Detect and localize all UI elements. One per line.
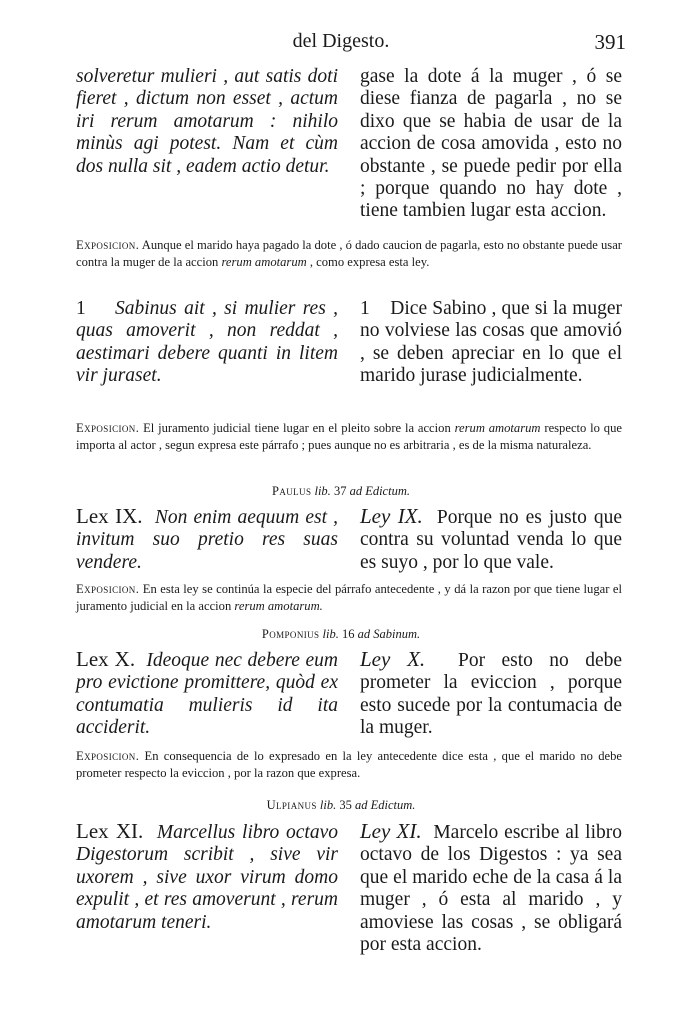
exposition-label: Exposicion.	[76, 421, 140, 435]
source-number: 37	[333, 484, 347, 498]
spanish-text: Porque no es justo que contra su voluntad venda lo que es suyo , por lo que vale.	[360, 507, 622, 573]
exposition-italic: rerum amotarum.	[234, 598, 323, 613]
latin-column	[76, 505, 338, 574]
exposition-italic: rerum amotarum	[454, 421, 541, 435]
ley-heading: Ley X.	[360, 647, 426, 671]
section-lex-xi	[76, 820, 622, 956]
latin-text: Ideoque nec debere eum pro evictione promittere, quòd ex contumatia mulieris id ita acciderit.	[76, 650, 339, 739]
source-author: Pomponius	[261, 627, 320, 641]
source-book: lib.	[322, 627, 339, 641]
exposition-2	[76, 420, 622, 453]
spanish-text: gase la dote á la muger , ó se diese fianza de pagarla , no se dixo que se habia de usar de la accion de cosa amovida , esto no obstante , se puede pedir por ella ; porque quando no hay dote , tiene tambien lugar esta accion.	[360, 66, 622, 222]
running-title: del Digesto.	[292, 30, 390, 52]
ley-heading: Ley IX.	[360, 504, 423, 528]
source-number: 16	[342, 627, 355, 641]
spanish-column	[360, 820, 622, 956]
source-attribution-pomponius	[0, 627, 682, 642]
latin-column	[76, 66, 338, 223]
spanish-text: Dice Sabino , que si la muger no volviese las cosas que amovió , se deben apreciar en lo que el marido jurase judicialmente.	[360, 298, 623, 387]
latin-column	[76, 648, 338, 740]
exposition-text: El juramento judicial tiene lugar en el pleito sobre la accion	[143, 421, 451, 435]
ley-heading: Ley XI.	[360, 819, 422, 843]
source-author: Ulpianus	[266, 798, 317, 812]
page-number: 391	[594, 30, 626, 54]
source-book: lib.	[314, 484, 331, 498]
source-number: 35	[339, 798, 352, 812]
latin-column	[76, 820, 338, 956]
page-header	[0, 30, 682, 56]
section-continuation	[76, 66, 622, 223]
exposition-text-end: respecto lo que importa al actor , segun expresa este párrafo ; pues aunque no es arbitraria , es de la misma naturaleza.	[76, 421, 622, 452]
exposition-text: Aunque el marido haya pagado la dote , ó dado caucion de pagarla, esto no obstante puede usar contra la muger de la accion	[76, 238, 622, 269]
latin-text: solveretur mulieri , aut satis doti fieret , dictum non esset , actum iri rerum amotarum : nihilo minùs agi potest. Nam et cùm dos nulla sit , eadem actio detur.	[76, 66, 338, 177]
section-lex-ix	[76, 505, 622, 574]
exposition-label: Exposicion.	[76, 582, 140, 596]
spanish-text: Por esto no debe prometer la eviccion , porque esto sucede por la contumacia de la muger.	[360, 650, 623, 739]
source-attribution-ulpianus	[0, 798, 682, 813]
source-book: lib.	[319, 798, 337, 812]
exposition-text: En esta ley se continúa la especie del párrafo antecedente , y dá la razon por que tiene lugar el juramento judicial en la accion	[76, 582, 622, 613]
exposition-3	[76, 581, 622, 614]
spanish-column	[360, 505, 622, 574]
paragraph-number: 1	[360, 298, 370, 319]
latin-text: Non enim aequum est , invitum suo pretio res suas vendere.	[76, 507, 338, 573]
exposition-4	[76, 748, 622, 781]
latin-text: Sabinus ait , si mulier res , quas amoverit , non reddat , aestimari debere quanti in litem vir juraset.	[76, 298, 338, 387]
paragraph-number: 1	[76, 298, 86, 319]
source-work: ad Edictum.	[355, 798, 416, 812]
spanish-column	[360, 298, 622, 388]
exposition-label: Exposicion.	[76, 238, 140, 252]
exposition-label: Exposicion.	[76, 749, 140, 763]
lex-heading: Lex IX.	[76, 504, 143, 528]
exposition-1	[76, 237, 622, 270]
source-attribution-paulus	[0, 484, 682, 499]
section-paragraph-1	[76, 298, 622, 388]
latin-text: Marcellus libro octavo Digestorum scribit , sive vir uxorem , sive uxor virum domo expulit , et res amoverunt , rerum amotarum teneri.	[76, 822, 339, 933]
lex-heading: Lex X.	[76, 647, 136, 671]
source-work: ad Edictum.	[349, 484, 410, 498]
source-work: ad Sabinum.	[357, 627, 421, 641]
source-author: Paulus	[272, 484, 312, 498]
exposition-italic: rerum amotarum	[221, 254, 307, 269]
spanish-text: Marcelo escribe al libro octavo de los Digestos : ya sea que el marido eche de la casa á la muger , ó esta al marido , y amoviese las cosas , se obligará por esta accion.	[360, 822, 622, 956]
latin-column	[76, 298, 338, 388]
section-lex-x	[76, 648, 622, 740]
lex-heading: Lex XI.	[76, 819, 144, 843]
spanish-column	[360, 648, 622, 740]
exposition-text: En consequencia de lo expresado en la ley antecedente dice esta , que el marido no debe prometer respecto la eviccion , por la razon que expresa.	[76, 749, 622, 780]
exposition-text-end: , como expresa esta ley.	[309, 254, 430, 269]
spanish-column	[360, 66, 622, 223]
